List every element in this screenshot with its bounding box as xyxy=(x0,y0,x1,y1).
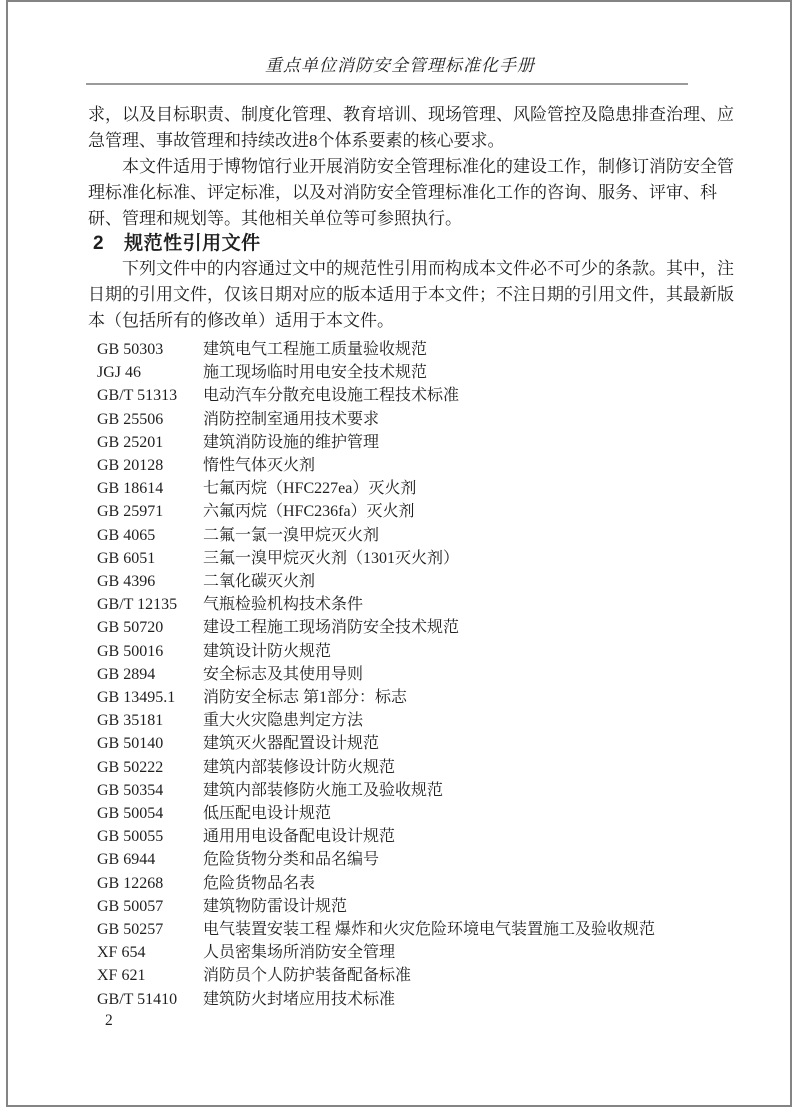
text-line: 下列文件中的内容通过文中的规范性引用而构成本文件必不可少的条款。其中，注 xyxy=(122,259,734,278)
standard-code: GB 50303 xyxy=(97,341,164,358)
reference-row xyxy=(88,872,688,895)
standard-code: GB/T 51410 xyxy=(97,990,178,1008)
standard-code: GB 4065 xyxy=(97,526,156,544)
standard-code: GB 18614 xyxy=(97,480,164,498)
standard-title: 六氟丙烷（HFC236fa）灭火剂 xyxy=(203,503,415,521)
standard-title: 七氟丙烷（HFC227ea）灭火剂 xyxy=(203,480,417,498)
standard-code: GB 20128 xyxy=(97,457,164,475)
standard-title: 惰性气体灭火剂 xyxy=(203,457,316,475)
reference-row xyxy=(88,732,688,755)
text-line: 急管理、事故管理和持续改进8个体系要素的核心要求。 xyxy=(88,131,505,150)
reference-row xyxy=(88,454,688,477)
standard-code: GB 50257 xyxy=(97,921,164,939)
standard-title: 三氟一溴甲烷灭火剂（1301灭火剂） xyxy=(203,549,460,567)
reference-row xyxy=(88,500,688,523)
standard-code: XF 621 xyxy=(97,967,146,985)
standard-code: GB 6051 xyxy=(97,549,156,567)
standard-title: 施工现场临时用电安全技术规范 xyxy=(203,364,428,382)
reference-row xyxy=(88,848,688,871)
standard-code: GB 50720 xyxy=(97,619,164,637)
standard-title: 消防控制室通用技术要求 xyxy=(203,410,380,428)
standard-title: 危险货物品名表 xyxy=(203,874,316,892)
standard-title: 建设工程施工现场消防安全技术规范 xyxy=(203,619,460,637)
standard-code: JGJ 46 xyxy=(97,364,142,382)
standard-title: 安全标志及其使用导则 xyxy=(203,665,364,683)
reference-row xyxy=(88,686,688,709)
intro-paragraphs xyxy=(88,102,734,232)
reference-row xyxy=(88,524,688,547)
standard-code: GB 50140 xyxy=(97,735,164,753)
standard-code: GB 50354 xyxy=(97,781,164,799)
reference-row xyxy=(88,964,688,987)
text-line: 本（包括所有的修改单）适用于本文件。 xyxy=(88,311,394,330)
standard-code: GB 13495.1 xyxy=(97,689,176,707)
reference-row xyxy=(88,941,688,964)
running-header-title: 重点单位消防安全管理标准化手册 xyxy=(265,56,535,75)
standard-code: GB 50016 xyxy=(97,642,164,660)
standard-title: 建筑防火封堵应用技术标准 xyxy=(203,990,396,1008)
reference-row xyxy=(88,384,688,407)
standard-title: 重大火灾隐患判定方法 xyxy=(203,712,364,730)
standard-code: GB/T 51313 xyxy=(97,387,178,405)
paragraph xyxy=(88,154,734,232)
text-line: 理标准化标准、评定标准，以及对消防安全管理标准化工作的咨询、服务、评审、科 xyxy=(88,183,717,202)
section-paragraphs xyxy=(88,256,734,334)
standard-title: 危险货物分类和品名编号 xyxy=(203,851,380,869)
standard-code: GB 25506 xyxy=(97,410,164,428)
standard-code: GB 50055 xyxy=(97,828,164,846)
standard-code: GB 50222 xyxy=(97,758,164,776)
reference-row xyxy=(88,431,688,454)
header-rule xyxy=(86,83,688,85)
reference-row xyxy=(88,918,688,941)
standard-title: 低压配电设计规范 xyxy=(203,805,332,823)
standard-code: GB 35181 xyxy=(97,712,164,730)
standard-code: GB 2894 xyxy=(97,665,156,683)
reference-row xyxy=(88,663,688,686)
standard-title: 建筑物防雷设计规范 xyxy=(203,897,348,915)
standard-code: GB 25971 xyxy=(97,503,164,521)
reference-row xyxy=(88,477,688,500)
reference-row xyxy=(88,593,688,616)
standard-code: GB 6944 xyxy=(97,851,156,869)
reference-row xyxy=(88,408,688,431)
standard-title: 二氟一氯一溴甲烷灭火剂 xyxy=(203,526,380,544)
standard-code: GB 4396 xyxy=(97,573,156,591)
section-heading xyxy=(88,232,688,256)
standard-title: 电动汽车分散充电设施工程技术标准 xyxy=(203,387,460,405)
reference-row xyxy=(88,825,688,848)
reference-row xyxy=(88,547,688,570)
reference-row xyxy=(88,779,688,802)
reference-row xyxy=(88,756,688,779)
standard-title: 建筑电气工程施工质量验收规范 xyxy=(203,341,428,358)
text-line: 本文件适用于博物馆行业开展消防安全管理标准化的建设工作，制修订消防安全管 xyxy=(122,157,734,176)
reference-row xyxy=(88,709,688,732)
standard-title: 电气装置安装工程 爆炸和火灾危险环境电气装置施工及验收规范 xyxy=(203,921,656,939)
standard-title: 通用用电设备配电设计规范 xyxy=(203,828,396,846)
standard-title: 二氧化碳灭火剂 xyxy=(203,573,316,591)
standard-title: 气瓶检验机构技术条件 xyxy=(203,596,364,614)
standard-title: 建筑内部装修防火施工及验收规范 xyxy=(203,781,444,799)
standard-code: GB 12268 xyxy=(97,874,164,892)
standard-title: 建筑设计防火规范 xyxy=(203,642,332,660)
section-title: 规范性引用文件 xyxy=(124,233,261,254)
page-content xyxy=(88,102,734,1011)
text-line: 研、管理和规划等。其他相关单位等可参照执行。 xyxy=(88,209,462,228)
standard-code: GB 50054 xyxy=(97,805,164,823)
standard-code: GB 25201 xyxy=(97,433,164,451)
standard-code: XF 654 xyxy=(97,944,146,962)
references-list xyxy=(88,338,688,1011)
standard-code: GB/T 12135 xyxy=(97,596,178,614)
reference-row xyxy=(88,361,688,384)
standard-title: 建筑灭火器配置设计规范 xyxy=(203,735,380,753)
standard-title: 建筑内部装修设计防火规范 xyxy=(203,758,396,776)
text-line: 日期的引用文件，仅该日期对应的版本适用于本文件；不注日期的引用文件，其最新版 xyxy=(88,285,734,304)
reference-row xyxy=(88,570,688,593)
standard-title: 建筑消防设施的维护管理 xyxy=(203,433,380,451)
reference-row xyxy=(88,802,688,825)
reference-row xyxy=(88,895,688,918)
reference-row xyxy=(88,338,688,361)
reference-row xyxy=(88,616,688,639)
standard-title: 消防员个人防护装备配备标准 xyxy=(203,967,412,985)
standard-title: 人员密集场所消防安全管理 xyxy=(203,944,396,962)
paragraph xyxy=(88,102,734,154)
reference-row xyxy=(88,640,688,663)
standard-code: GB 50057 xyxy=(97,897,164,915)
paragraph xyxy=(88,256,734,334)
page-number: 2 xyxy=(105,1012,113,1029)
section-number: 2 xyxy=(93,233,105,254)
standard-title: 消防安全标志 第1部分：标志 xyxy=(203,689,408,707)
text-line: 求，以及目标职责、制度化管理、教育培训、现场管理、风险管控及隐患排查治理、应 xyxy=(88,105,734,124)
reference-row xyxy=(88,988,688,1011)
